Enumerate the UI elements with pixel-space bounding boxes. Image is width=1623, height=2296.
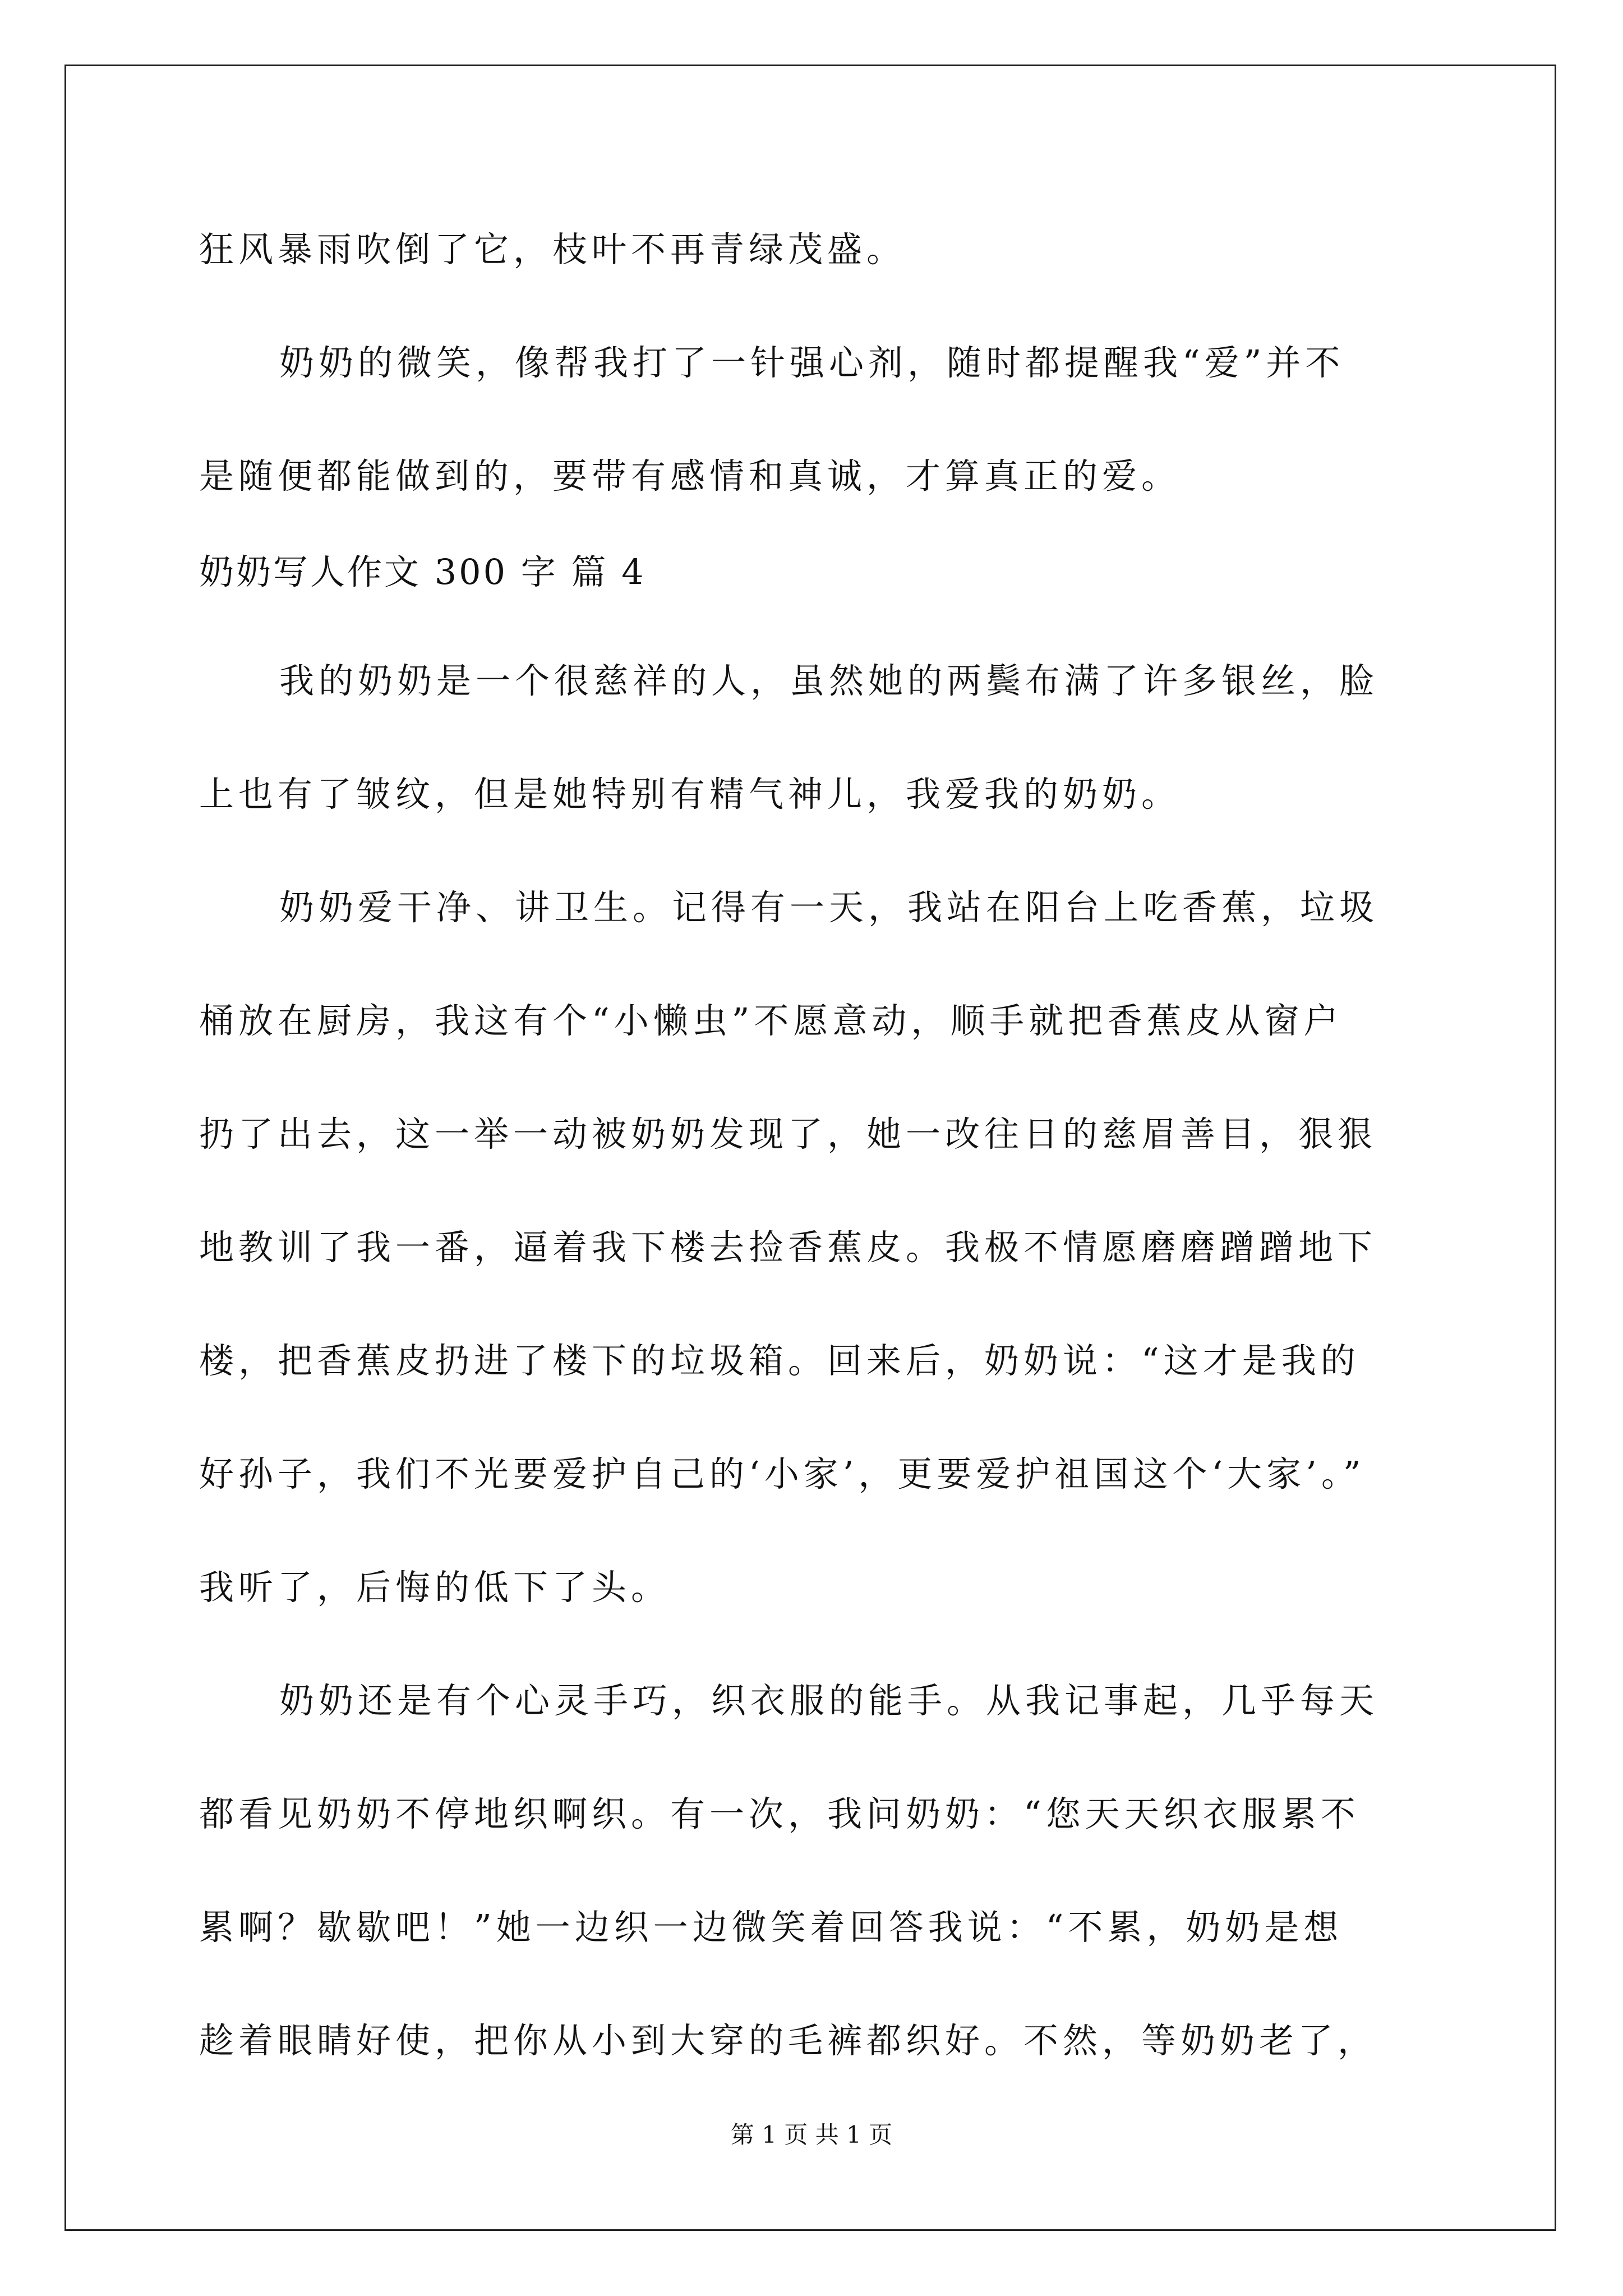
text-line: 桶放在厨房，我这有个“小懒虫”不愿意动，顺手就把香蕉皮从窗户 bbox=[199, 1000, 1343, 1041]
text-line: 我的奶奶是一个很慈祥的人，虽然她的两鬓布满了许多银丝，脸 bbox=[279, 660, 1379, 701]
text-line: 奶奶的微笑，像帮我打了一针强心剂，随时都提醒我“爱”并不 bbox=[279, 342, 1345, 383]
text-line: 是随便都能做到的，要带有感情和真诚，才算真正的爱。 bbox=[199, 455, 1181, 496]
text-line: 好孙子，我们不光要爱护自己的‘小家’，更要爱护祖国这个‘大家’。” bbox=[199, 1453, 1366, 1494]
text-line: 累啊？歇歇吧！”她一边织一边微笑着回答我说：“不累，奶奶是想 bbox=[199, 1907, 1343, 1948]
text-line: 我听了，后悔的低下了头。 bbox=[199, 1567, 671, 1608]
text-line: 地教训了我一番，逼着我下楼去捡香蕉皮。我极不情愿磨磨蹭蹭地下 bbox=[199, 1227, 1377, 1268]
text-line: 上也有了皱纹，但是她特别有精气神儿，我爱我的奶奶。 bbox=[199, 774, 1181, 815]
text-line: 奶奶爱干净、讲卫生。记得有一天，我站在阳台上吃香蕉，垃圾 bbox=[279, 887, 1379, 928]
text-line: 都看见奶奶不停地织啊织。有一次，我问奶奶：“您天天织衣服累不 bbox=[199, 1793, 1360, 1834]
page-footer: 第 1 页 共 1 页 bbox=[730, 2121, 893, 2148]
text-line: 趁着眼睛好使，把你从小到大穿的毛裤都织好。不然，等奶奶老了， bbox=[199, 2020, 1377, 2061]
section-heading: 奶奶写人作文 300 字 篇 4 bbox=[199, 551, 646, 592]
text-line: 扔了出去，这一举一动被奶奶发现了，她一改往日的慈眉善目，狠狠 bbox=[199, 1114, 1377, 1154]
text-line: 狂风暴雨吹倒了它，枝叶不再青绿茂盛。 bbox=[199, 229, 906, 270]
text-line: 楼，把香蕉皮扔进了楼下的垃圾箱。回来后，奶奶说：“这才是我的 bbox=[199, 1340, 1360, 1381]
text-line: 奶奶还是有个心灵手巧，织衣服的能手。从我记事起，几乎每天 bbox=[279, 1680, 1379, 1721]
